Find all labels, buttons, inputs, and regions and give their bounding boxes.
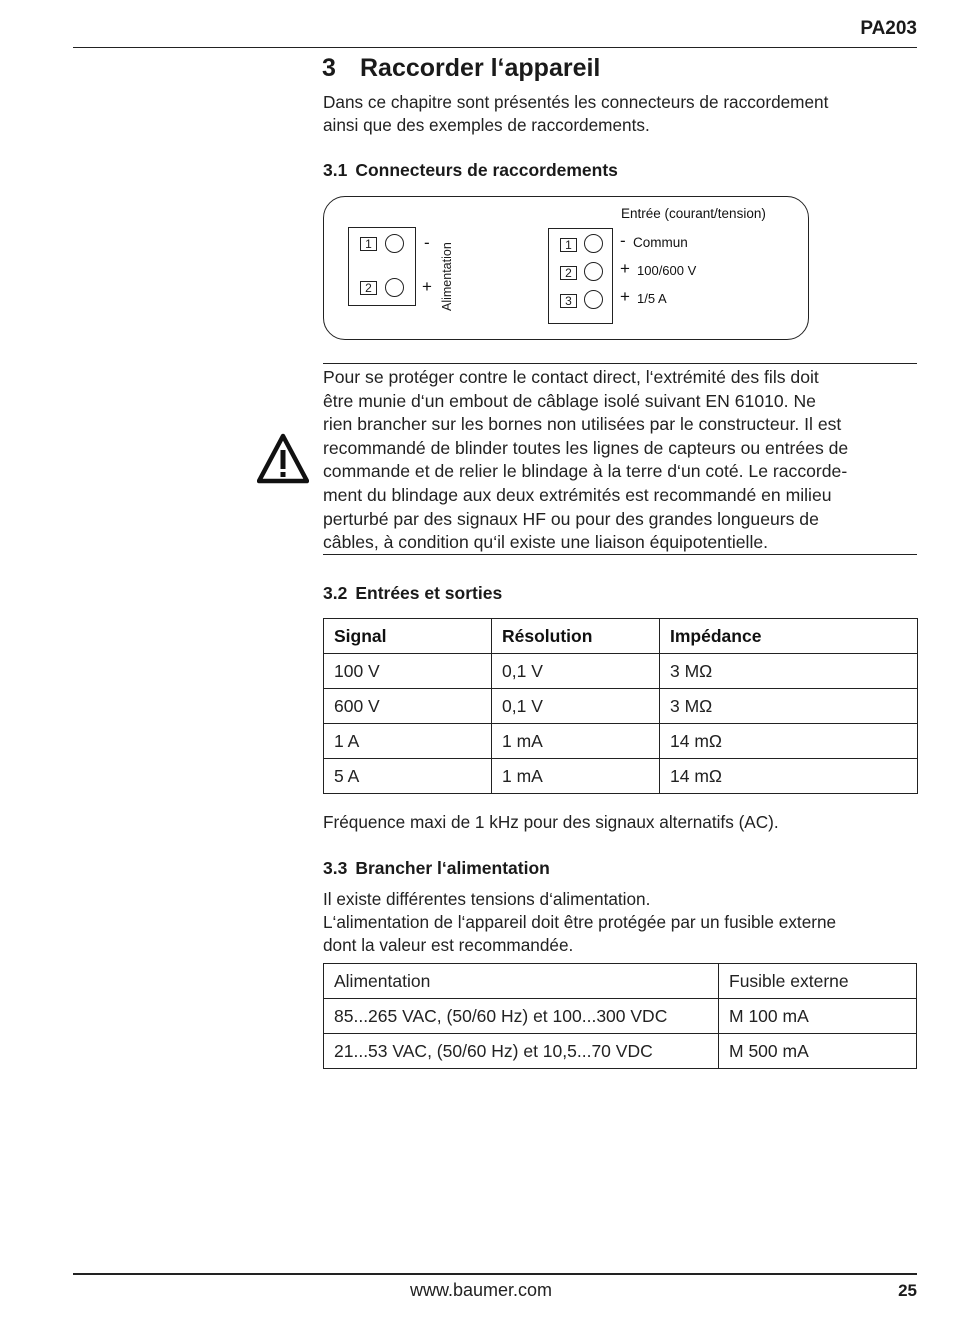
table-cell: M 500 mA bbox=[719, 1034, 917, 1069]
input-sign: + bbox=[620, 287, 630, 306]
warning-line: être munie d‘un embout de câblage isolé suivant EN 61010. Ne bbox=[323, 390, 816, 411]
table-cell: 5 A bbox=[324, 759, 492, 794]
power-sign: - bbox=[424, 233, 430, 252]
table-header: Impédance bbox=[660, 619, 918, 654]
header-rule bbox=[73, 47, 917, 48]
frequency-note: Fréquence maxi de 1 kHz pour des signaux alternatifs (AC). bbox=[323, 812, 779, 832]
chapter-title: Raccorder l‘appareil bbox=[360, 54, 601, 82]
input-terminal-number: 2 bbox=[560, 266, 577, 280]
section-title: Entrées et sorties bbox=[355, 583, 503, 603]
table-row bbox=[324, 689, 918, 724]
table-cell: M 100 mA bbox=[719, 999, 917, 1034]
section-title: Brancher l‘alimentation bbox=[355, 858, 550, 878]
section-heading-3-1 bbox=[323, 160, 618, 181]
input-sign: + bbox=[620, 259, 630, 278]
table-cell: 1 A bbox=[324, 724, 492, 759]
power-terminal-number: 1 bbox=[360, 237, 377, 251]
table-cell: 0,1 V bbox=[492, 689, 660, 724]
table-cell: 3 MΩ bbox=[660, 654, 918, 689]
power-sign: + bbox=[422, 277, 432, 296]
terminal-screw-icon bbox=[385, 234, 404, 253]
table-cell: 1 mA bbox=[492, 759, 660, 794]
warning-line: Pour se protéger contre le contact direct, l‘extrémité des fils doit bbox=[323, 367, 819, 387]
table-cell: 85...265 VAC, (50/60 Hz) et 100...300 VDC bbox=[324, 999, 719, 1034]
terminal-screw-icon bbox=[584, 234, 603, 253]
table-cell: 100 V bbox=[324, 654, 492, 689]
input-label: 100/600 V bbox=[637, 263, 697, 278]
table-header: Résolution bbox=[492, 619, 660, 654]
table-row bbox=[324, 1034, 917, 1069]
section-heading-3-2 bbox=[323, 583, 502, 604]
table-row bbox=[324, 999, 917, 1034]
terminal-screw-icon bbox=[584, 262, 603, 281]
warning-top-rule bbox=[323, 363, 917, 364]
input-title: Entrée (courant/tension) bbox=[621, 206, 766, 221]
table-row bbox=[324, 724, 918, 759]
section-heading-3-3 bbox=[323, 858, 550, 879]
terminal-screw-icon bbox=[584, 290, 603, 309]
input-terminal-number: 1 bbox=[560, 238, 577, 252]
section-title: Connecteurs de raccordements bbox=[355, 160, 618, 180]
chapter-heading bbox=[322, 54, 600, 83]
footer-rule bbox=[73, 1273, 917, 1275]
document-title: PA203 bbox=[860, 18, 917, 39]
warning-text bbox=[323, 366, 918, 555]
table-header-row bbox=[324, 619, 918, 654]
input-label: Commun bbox=[633, 235, 688, 250]
signal-table bbox=[323, 618, 918, 794]
table-header-row bbox=[324, 964, 917, 999]
power-terminal-block bbox=[348, 227, 416, 306]
warning-triangle-icon bbox=[257, 433, 309, 485]
table-cell: 0,1 V bbox=[492, 654, 660, 689]
power-terminal-number: 2 bbox=[360, 281, 377, 295]
warning-line: perturbé par des signaux HF ou pour des grandes longueurs de bbox=[323, 508, 819, 529]
table-header: Signal bbox=[324, 619, 492, 654]
warning-line: ment du blindage aux deux extrémités est recommandé en milieu bbox=[323, 484, 832, 505]
table-cell: 21...53 VAC, (50/60 Hz) et 10,5...70 VDC bbox=[324, 1034, 719, 1069]
text-line: L‘alimentation de l‘appareil doit être protégée par un fusible externe bbox=[323, 912, 837, 932]
warning-bottom-rule bbox=[323, 554, 917, 555]
text-line: Il existe différentes tensions d‘alimentation. bbox=[323, 889, 651, 909]
table-cell: 14 mΩ bbox=[660, 724, 918, 759]
section-number: 3.2 bbox=[323, 583, 348, 603]
table-row bbox=[324, 654, 918, 689]
page-number: 25 bbox=[898, 1281, 917, 1300]
power-label: Alimentation bbox=[440, 242, 454, 311]
fuse-table bbox=[323, 963, 917, 1069]
intro-line: Dans ce chapitre sont présentés les connecteurs de raccordement bbox=[323, 92, 829, 112]
warning-line: recommandé de blinder toutes les lignes de capteurs ou entrées de bbox=[323, 437, 849, 458]
input-label: 1/5 A bbox=[637, 291, 667, 306]
table-cell: 600 V bbox=[324, 689, 492, 724]
warning-line: câbles, à condition qu‘il existe une liaison équipotentielle. bbox=[323, 532, 769, 553]
connector-diagram bbox=[323, 196, 809, 340]
table-cell: 3 MΩ bbox=[660, 689, 918, 724]
section-number: 3.3 bbox=[323, 858, 348, 878]
terminal-screw-icon bbox=[385, 278, 404, 297]
warning-line: commande et de relier le blindage à la terre d‘un coté. Le raccorde- bbox=[323, 461, 848, 482]
table-row bbox=[324, 759, 918, 794]
text-line: dont la valeur est recommandée. bbox=[323, 935, 574, 955]
table-header: Fusible externe bbox=[719, 964, 917, 999]
table-cell: 14 mΩ bbox=[660, 759, 918, 794]
warning-line: rien brancher sur les bornes non utilisées par le constructeur. Il est bbox=[323, 414, 842, 435]
input-terminal-block bbox=[548, 228, 613, 324]
chapter-intro bbox=[323, 91, 923, 137]
footer-url: www.baumer.com bbox=[410, 1280, 553, 1300]
section-number: 3.1 bbox=[323, 160, 348, 180]
power-text bbox=[323, 888, 923, 957]
intro-line: ainsi que des exemples de raccordements. bbox=[323, 115, 650, 135]
table-header: Alimentation bbox=[324, 964, 719, 999]
input-sign: - bbox=[620, 231, 626, 250]
table-cell: 1 mA bbox=[492, 724, 660, 759]
input-terminal-number: 3 bbox=[560, 294, 577, 308]
chapter-number: 3 bbox=[322, 54, 336, 82]
